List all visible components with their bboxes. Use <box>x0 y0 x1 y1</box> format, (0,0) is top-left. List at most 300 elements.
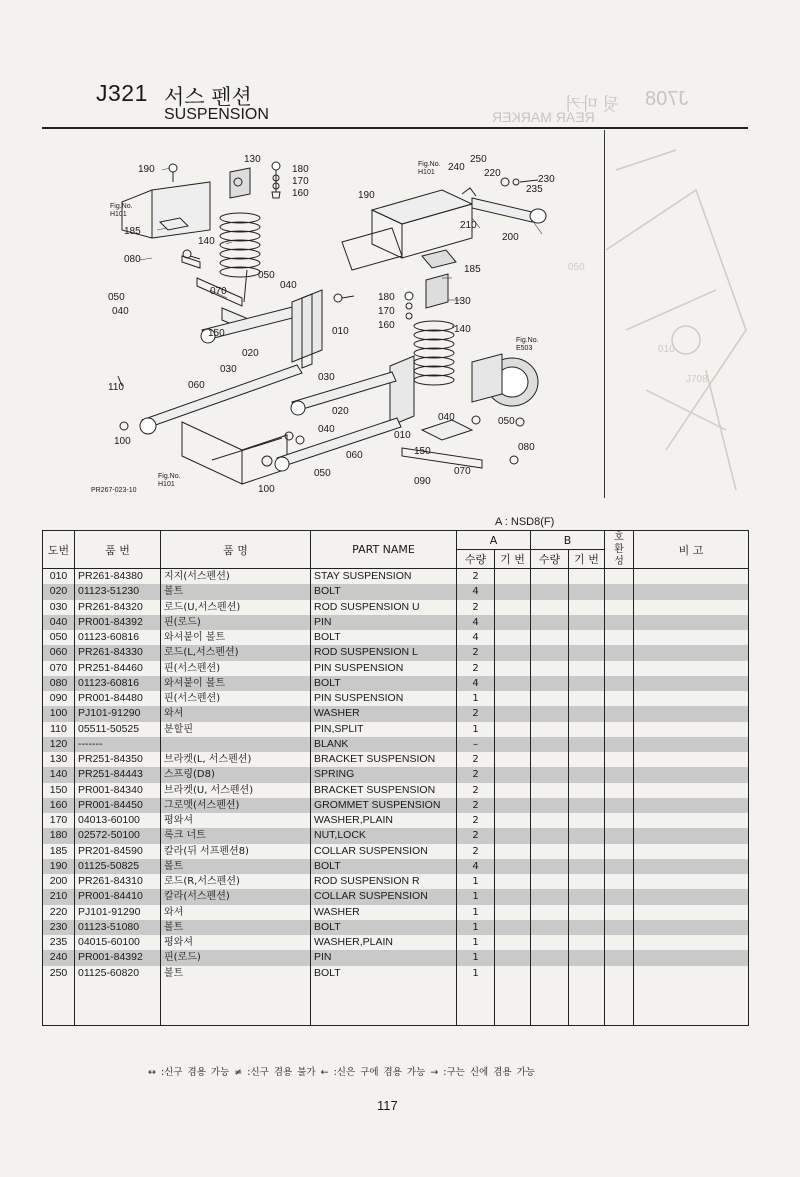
name-kr-cell: 와셔붙이 볼트 <box>161 676 311 691</box>
part-no-cell: 04013-60100 <box>75 813 161 828</box>
name-en-cell: PIN SUSPENSION <box>311 661 457 676</box>
qty-a-cell: 2 <box>457 783 495 798</box>
remarks-cell <box>634 813 749 828</box>
bleed-through-illustration <box>568 130 748 498</box>
svg-text:H101: H101 <box>418 169 435 176</box>
ref-cell: 160 <box>43 798 75 813</box>
base-a-cell <box>495 661 531 676</box>
part-no-cell: PR001-84450 <box>75 798 161 813</box>
name-kr-cell: 분할핀 <box>161 722 311 737</box>
svg-text:070: 070 <box>210 286 227 297</box>
table-row <box>43 783 749 798</box>
qty-b-cell <box>531 798 569 813</box>
svg-text:010: 010 <box>658 344 675 355</box>
empty-cell <box>311 981 457 1026</box>
qty-b-cell <box>531 676 569 691</box>
col-a-base: 기 번 <box>495 550 531 569</box>
ref-cell: 185 <box>43 844 75 859</box>
part-no-cell: PR251-84460 <box>75 661 161 676</box>
part-no-cell: PR001-84392 <box>75 615 161 630</box>
svg-text:050: 050 <box>314 468 331 479</box>
qty-a-cell: 1 <box>457 966 495 981</box>
table-row <box>43 905 749 920</box>
base-b-cell <box>569 737 605 752</box>
section-title-en: SUSPENSION <box>164 106 269 123</box>
base-a-cell <box>495 584 531 599</box>
remarks-cell <box>634 966 749 981</box>
name-en-cell: COLLAR SUSPENSION <box>311 889 457 904</box>
ref-cell: 070 <box>43 661 75 676</box>
remarks-cell <box>634 706 749 721</box>
base-b-cell <box>569 859 605 874</box>
base-b-cell <box>569 569 605 585</box>
ref-cell: 210 <box>43 889 75 904</box>
base-a-cell <box>495 950 531 965</box>
qty-a-cell: 2 <box>457 600 495 615</box>
ghost-header-kr: 뒷 마커 <box>565 95 619 114</box>
qty-a-cell: 2 <box>457 706 495 721</box>
svg-text:190: 190 <box>358 190 375 201</box>
interchange-cell <box>605 813 634 828</box>
qty-a-cell: 4 <box>457 584 495 599</box>
name-kr-cell: 브라켓(U, 서스펜션) <box>161 783 311 798</box>
ref-cell: 170 <box>43 813 75 828</box>
remarks-cell <box>634 615 749 630</box>
remarks-cell <box>634 935 749 950</box>
svg-text:E503: E503 <box>516 345 533 352</box>
parts-table <box>42 530 749 1026</box>
empty-cell <box>531 981 569 1026</box>
qty-a-cell: 2 <box>457 813 495 828</box>
interchange-cell <box>605 844 634 859</box>
interchange-cell <box>605 615 634 630</box>
svg-text:020: 020 <box>242 348 259 359</box>
table-empty-row <box>43 981 749 1026</box>
remarks-cell <box>634 905 749 920</box>
table-row <box>43 676 749 691</box>
qty-a-cell: 2 <box>457 767 495 782</box>
table-header-row <box>43 531 749 550</box>
base-b-cell <box>569 813 605 828</box>
ref-cell: 140 <box>43 767 75 782</box>
table-row <box>43 813 749 828</box>
svg-text:100: 100 <box>114 436 131 447</box>
table-row <box>43 859 749 874</box>
base-a-cell <box>495 874 531 889</box>
name-kr-cell: 로드(R,서스펜션) <box>161 874 311 889</box>
ref-cell: 010 <box>43 569 75 585</box>
name-kr-cell: 로드(U,서스펜션) <box>161 600 311 615</box>
qty-a-cell: 1 <box>457 722 495 737</box>
interchange-cell <box>605 767 634 782</box>
base-b-cell <box>569 752 605 767</box>
empty-cell <box>43 981 75 1026</box>
part-no-cell: 01125-50825 <box>75 859 161 874</box>
base-a-cell <box>495 767 531 782</box>
empty-cell <box>161 981 311 1026</box>
remarks-cell <box>634 600 749 615</box>
qty-a-cell: 1 <box>457 950 495 965</box>
interchange-cell <box>605 966 634 981</box>
remarks-cell <box>634 630 749 645</box>
interchange-cell <box>605 874 634 889</box>
qty-b-cell <box>531 706 569 721</box>
base-a-cell <box>495 920 531 935</box>
svg-text:Fig.No.: Fig.No. <box>418 161 441 168</box>
remarks-cell <box>634 920 749 935</box>
svg-text:050: 050 <box>258 270 275 281</box>
part-no-cell: PR251-84350 <box>75 752 161 767</box>
svg-text:180: 180 <box>378 292 395 303</box>
base-b-cell <box>569 783 605 798</box>
svg-text:010: 010 <box>394 430 411 441</box>
base-a-cell <box>495 600 531 615</box>
interchange-cell <box>605 889 634 904</box>
table-row <box>43 935 749 950</box>
part-no-cell: PR001-84392 <box>75 950 161 965</box>
remarks-cell <box>634 828 749 843</box>
base-a-cell <box>495 905 531 920</box>
qty-a-cell: 2 <box>457 798 495 813</box>
interchange-cell <box>605 798 634 813</box>
table-row <box>43 752 749 767</box>
base-b-cell <box>569 600 605 615</box>
svg-text:130: 130 <box>244 154 261 165</box>
part-no-cell: PR001-84410 <box>75 889 161 904</box>
col-name-en: PART NAME <box>311 531 457 569</box>
svg-text:190: 190 <box>138 164 155 175</box>
base-a-cell <box>495 615 531 630</box>
name-kr-cell: 볼트 <box>161 920 311 935</box>
table-row <box>43 691 749 706</box>
ref-cell: 040 <box>43 615 75 630</box>
name-en-cell: ROD SUSPENSION R <box>311 874 457 889</box>
col-b-base: 기 번 <box>569 550 605 569</box>
remarks-cell <box>634 889 749 904</box>
col-part-no: 품 번 <box>75 531 161 569</box>
remarks-cell <box>634 844 749 859</box>
ghost-header-en: REAR MARKER <box>492 109 595 125</box>
ref-cell: 060 <box>43 645 75 660</box>
remarks-cell <box>634 569 749 585</box>
svg-text:160: 160 <box>378 320 395 331</box>
part-no-cell: PR001-84480 <box>75 691 161 706</box>
svg-text:H101: H101 <box>110 211 127 218</box>
svg-text:220: 220 <box>484 168 501 179</box>
base-a-cell <box>495 737 531 752</box>
qty-a-cell: 1 <box>457 691 495 706</box>
empty-cell <box>75 981 161 1026</box>
base-b-cell <box>569 950 605 965</box>
table-row <box>43 661 749 676</box>
name-en-cell: BOLT <box>311 966 457 981</box>
interchange-cell <box>605 752 634 767</box>
interchange-cell <box>605 950 634 965</box>
remarks-cell <box>634 661 749 676</box>
table-row <box>43 630 749 645</box>
name-en-cell: WASHER,PLAIN <box>311 813 457 828</box>
interchange-cell <box>605 630 634 645</box>
base-a-cell <box>495 813 531 828</box>
svg-text:H101: H101 <box>158 481 175 488</box>
part-no-cell: PJ101-91290 <box>75 905 161 920</box>
base-a-cell <box>495 966 531 981</box>
remarks-cell <box>634 737 749 752</box>
interchange-cell <box>605 722 634 737</box>
svg-text:150: 150 <box>208 328 225 339</box>
svg-text:060: 060 <box>188 380 205 391</box>
ghost-header-code: J708 <box>645 88 689 110</box>
name-en-cell: PIN SUSPENSION <box>311 691 457 706</box>
qty-b-cell <box>531 859 569 874</box>
part-no-cell: ------- <box>75 737 161 752</box>
name-kr-cell: 칼라(서스펜션) <box>161 889 311 904</box>
table-row <box>43 920 749 935</box>
qty-a-cell: 2 <box>457 828 495 843</box>
interchange-cell <box>605 569 634 585</box>
interchange-cell <box>605 584 634 599</box>
qty-a-cell: – <box>457 737 495 752</box>
name-kr-cell: 볼트 <box>161 966 311 981</box>
name-en-cell: WASHER <box>311 706 457 721</box>
diagram-caption: PR267-023-10 <box>91 487 137 494</box>
ref-cell: 110 <box>43 722 75 737</box>
qty-b-cell <box>531 630 569 645</box>
interchange-cell <box>605 645 634 660</box>
svg-text:180: 180 <box>292 164 309 175</box>
svg-text:J708: J708 <box>686 374 708 385</box>
qty-b-cell <box>531 737 569 752</box>
name-en-cell: PIN <box>311 950 457 965</box>
svg-text:080: 080 <box>518 442 535 453</box>
interchange-cell <box>605 920 634 935</box>
ref-cell: 050 <box>43 630 75 645</box>
svg-text:140: 140 <box>454 324 471 335</box>
interchange-cell <box>605 706 634 721</box>
diagram-divider <box>604 130 605 498</box>
table-row <box>43 706 749 721</box>
svg-text:080: 080 <box>124 254 141 265</box>
remarks-cell <box>634 691 749 706</box>
name-kr-cell: 핀(로드) <box>161 950 311 965</box>
qty-a-cell: 2 <box>457 844 495 859</box>
name-en-cell: PIN,SPLIT <box>311 722 457 737</box>
col-group-a: A <box>457 531 531 550</box>
name-en-cell: WASHER <box>311 905 457 920</box>
qty-a-cell: 4 <box>457 615 495 630</box>
ref-cell: 250 <box>43 966 75 981</box>
part-no-cell: PR261-84310 <box>75 874 161 889</box>
ref-cell: 020 <box>43 584 75 599</box>
remarks-cell <box>634 859 749 874</box>
base-a-cell <box>495 752 531 767</box>
table-row <box>43 950 749 965</box>
ref-cell: 080 <box>43 676 75 691</box>
col-ref: 도번 <box>43 531 75 569</box>
name-en-cell: BOLT <box>311 584 457 599</box>
base-b-cell <box>569 661 605 676</box>
qty-b-cell <box>531 889 569 904</box>
base-b-cell <box>569 798 605 813</box>
header-rule <box>42 127 748 129</box>
remarks-cell <box>634 676 749 691</box>
qty-b-cell <box>531 828 569 843</box>
interchange-cell <box>605 661 634 676</box>
svg-text:050: 050 <box>108 292 125 303</box>
part-no-cell: 05511-50525 <box>75 722 161 737</box>
svg-text:200: 200 <box>502 232 519 243</box>
svg-text:060: 060 <box>346 450 363 461</box>
name-kr-cell: 볼트 <box>161 859 311 874</box>
qty-a-cell: 2 <box>457 752 495 767</box>
svg-text:130: 130 <box>454 296 471 307</box>
part-no-cell: PJ101-91290 <box>75 706 161 721</box>
col-interchange: 호환성 <box>605 531 634 569</box>
name-en-cell: BOLT <box>311 630 457 645</box>
base-b-cell <box>569 584 605 599</box>
qty-b-cell <box>531 874 569 889</box>
name-kr-cell <box>161 737 311 752</box>
remarks-cell <box>634 722 749 737</box>
remarks-cell <box>634 584 749 599</box>
remarks-cell <box>634 645 749 660</box>
interchange-cell <box>605 676 634 691</box>
name-en-cell: BOLT <box>311 676 457 691</box>
name-en-cell: BRACKET SUSPENSION <box>311 752 457 767</box>
base-a-cell <box>495 706 531 721</box>
name-en-cell: COLLAR SUSPENSION <box>311 844 457 859</box>
base-a-cell <box>495 722 531 737</box>
qty-a-cell: 1 <box>457 920 495 935</box>
qty-a-cell: 4 <box>457 630 495 645</box>
name-kr-cell: 칼라(뒤 서프펜션8) <box>161 844 311 859</box>
name-kr-cell: 로드(L,서스펜션) <box>161 645 311 660</box>
table-row <box>43 569 749 585</box>
qty-b-cell <box>531 844 569 859</box>
qty-b-cell <box>531 645 569 660</box>
name-kr-cell: 스프링(D8) <box>161 767 311 782</box>
table-row <box>43 600 749 615</box>
interchange-cell <box>605 737 634 752</box>
svg-text:040: 040 <box>318 424 335 435</box>
empty-cell <box>569 981 605 1026</box>
svg-text:185: 185 <box>124 226 141 237</box>
base-a-cell <box>495 630 531 645</box>
ref-cell: 235 <box>43 935 75 950</box>
base-b-cell <box>569 706 605 721</box>
empty-cell <box>495 981 531 1026</box>
interchange-cell <box>605 859 634 874</box>
base-b-cell <box>569 844 605 859</box>
svg-text:050: 050 <box>498 416 515 427</box>
svg-text:Fig.No.: Fig.No. <box>110 203 133 210</box>
name-kr-cell: 그로멧(서스펜션) <box>161 798 311 813</box>
name-kr-cell: 와셔 <box>161 905 311 920</box>
name-kr-cell: 지지(서스펜션) <box>161 569 311 585</box>
svg-text:090: 090 <box>414 476 431 487</box>
remarks-cell <box>634 950 749 965</box>
name-en-cell: SPRING <box>311 767 457 782</box>
qty-a-cell: 2 <box>457 569 495 585</box>
base-b-cell <box>569 630 605 645</box>
qty-b-cell <box>531 615 569 630</box>
empty-cell <box>457 981 495 1026</box>
name-kr-cell: 평와셔 <box>161 935 311 950</box>
table-row <box>43 889 749 904</box>
base-b-cell <box>569 935 605 950</box>
name-kr-cell: 볼트 <box>161 584 311 599</box>
part-no-cell: 01123-60816 <box>75 630 161 645</box>
svg-text:210: 210 <box>460 220 477 231</box>
interchange-cell <box>605 600 634 615</box>
name-en-cell: BRACKET SUSPENSION <box>311 783 457 798</box>
qty-a-cell: 4 <box>457 676 495 691</box>
qty-a-cell: 2 <box>457 645 495 660</box>
section-title-kr: 서스 펜션 <box>164 85 252 109</box>
qty-b-cell <box>531 569 569 585</box>
qty-b-cell <box>531 905 569 920</box>
qty-b-cell <box>531 584 569 599</box>
name-en-cell: ROD SUSPENSION L <box>311 645 457 660</box>
svg-text:020: 020 <box>332 406 349 417</box>
name-en-cell: GROMMET SUSPENSION <box>311 798 457 813</box>
name-kr-cell: 와셔 <box>161 706 311 721</box>
part-no-cell: PR261-84380 <box>75 569 161 585</box>
remarks-cell <box>634 767 749 782</box>
remarks-cell <box>634 874 749 889</box>
name-en-cell: BLANK <box>311 737 457 752</box>
part-no-cell: PR001-84340 <box>75 783 161 798</box>
qty-b-cell <box>531 950 569 965</box>
base-a-cell <box>495 798 531 813</box>
base-a-cell <box>495 691 531 706</box>
base-a-cell <box>495 889 531 904</box>
qty-b-cell <box>531 691 569 706</box>
ref-cell: 190 <box>43 859 75 874</box>
svg-text:185: 185 <box>464 264 481 275</box>
base-b-cell <box>569 691 605 706</box>
base-a-cell <box>495 569 531 585</box>
qty-b-cell <box>531 966 569 981</box>
base-b-cell <box>569 722 605 737</box>
svg-text:240: 240 <box>448 162 465 173</box>
table-row <box>43 584 749 599</box>
svg-text:150: 150 <box>414 446 431 457</box>
interchange-cell <box>605 905 634 920</box>
name-kr-cell: 핀(서스펜션) <box>161 661 311 676</box>
svg-text:250: 250 <box>470 154 487 165</box>
base-a-cell <box>495 844 531 859</box>
base-a-cell <box>495 935 531 950</box>
part-no-cell: 01123-51230 <box>75 584 161 599</box>
base-b-cell <box>569 676 605 691</box>
qty-a-cell: 1 <box>457 905 495 920</box>
ref-cell: 180 <box>43 828 75 843</box>
name-en-cell: BOLT <box>311 859 457 874</box>
ref-cell: 120 <box>43 737 75 752</box>
table-row <box>43 767 749 782</box>
qty-a-cell: 1 <box>457 889 495 904</box>
ref-cell: 200 <box>43 874 75 889</box>
svg-text:030: 030 <box>220 364 237 375</box>
svg-text:010: 010 <box>332 326 349 337</box>
qty-a-cell: 2 <box>457 661 495 676</box>
ref-cell: 030 <box>43 600 75 615</box>
ref-cell: 220 <box>43 905 75 920</box>
qty-b-cell <box>531 783 569 798</box>
part-no-cell: 01125-60820 <box>75 966 161 981</box>
name-en-cell: STAY SUSPENSION <box>311 569 457 585</box>
